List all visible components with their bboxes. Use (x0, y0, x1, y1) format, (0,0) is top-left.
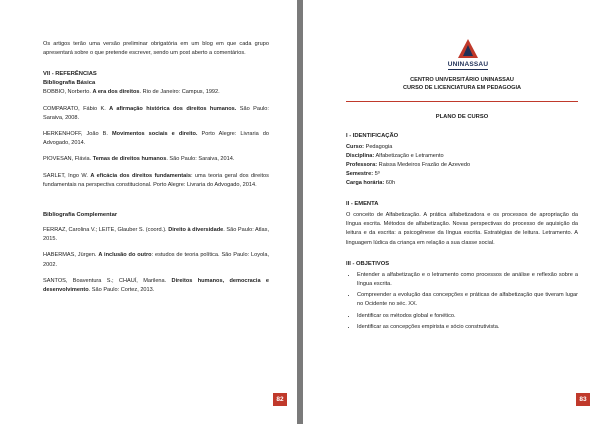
reference-author: BOBBIO, Norberto. (43, 89, 93, 96)
objective-item: • Identificar as concepções empirista e sócio construtivista. (357, 323, 578, 332)
basic-bibliography-heading: Bibliografia Básica (43, 80, 96, 87)
reference-entry (43, 88, 269, 97)
reference-entry (43, 226, 269, 244)
identification-field (346, 170, 578, 179)
identification-field (346, 152, 578, 161)
ementa-text: O conceito de Alfabetização. A prática alfabetizadora e os processos de apropriação da língua escrita. Métodos de alfabetização. Novas perspectivas do processo de aquisição da leitura e da escrita: a psicogênese da língua escrita. Estratégias de leitura. Letramento. A linguagem lúdica da criança em relação a sua classe social. (346, 212, 578, 246)
field-label: Semestre: (346, 171, 374, 177)
reference-author: HERKENHOFF, João B. (43, 131, 112, 138)
reference-entry (43, 277, 269, 295)
ementa-heading: II - EMENTA (346, 201, 379, 207)
reference-entry (43, 251, 269, 269)
field-value: Pedagogia (364, 144, 393, 150)
page-number-left: 82 (273, 393, 287, 406)
logo-text: UNINASSAU (447, 61, 489, 68)
reference-title: A eficácia dos direitos fundamentais (90, 172, 191, 179)
reference-publication: São Paulo: Saraiva, 2008. (43, 105, 269, 121)
reference-title: A inclusão do outro (98, 252, 152, 259)
reference-entry (43, 130, 269, 148)
reference-publication: . Rio de Janeiro: Campus, 1992. (139, 89, 220, 96)
reference-author: HABERMAS, Jürgen. (43, 252, 99, 259)
field-value: Alfabetização e Letramento (374, 153, 444, 159)
complementary-bibliography-list (43, 226, 269, 295)
objectives-list (346, 271, 578, 332)
reference-author: COMPARATO, Fábio K. (43, 105, 110, 112)
uninassau-logo (442, 38, 494, 70)
reference-publication: : uma teoria geral dos direitos fundamentais na perspectiva constitucional. Porto Alegre: Livraria do Advogado, 2014. (43, 172, 269, 188)
field-label: Professora: (346, 162, 378, 168)
reference-author: FERRAZ, Carolina V.; LEITE, Glauber S. (coord.). (43, 227, 169, 234)
intro-paragraph: Os artigos terão uma versão preliminar obrigatória em um blog em que cada grupo apresentará sobre o que pretende escrever, sendo um post aberto a comentários. (43, 41, 269, 57)
reference-publication: Porto Alegre: Livraria do Advogado, 2014. (43, 131, 269, 147)
identification-heading: I - IDENTIFICAÇÃO (346, 133, 399, 139)
reference-title: Temas de direitos humanos (92, 156, 167, 163)
right-page (303, 0, 600, 424)
reference-title: A afirmação histórica dos direitos humanos. (109, 105, 237, 112)
reference-title: Direito à diversidade (168, 227, 224, 234)
objectives-heading: III - OBJETIVOS (346, 260, 390, 267)
reference-entry (43, 155, 269, 164)
field-label: Carga horária: (346, 180, 385, 186)
reference-author: PIOVESAN, Flávia. (43, 156, 93, 163)
reference-publication: : estudos de teoria política. São Paulo: Loyola, 2002. (43, 252, 270, 268)
reference-entry (43, 105, 269, 123)
plan-title: PLANO DE CURSO (435, 114, 489, 120)
logo-mark-icon (456, 38, 480, 60)
field-label: Curso: (346, 144, 365, 150)
identification-field (346, 179, 578, 188)
reference-author: SARLET, Ingo W. (43, 172, 91, 179)
reference-entry (43, 172, 269, 190)
references-heading: VII - REFERÊNCIAS (43, 71, 97, 78)
basic-bibliography-list (43, 88, 269, 190)
objective-item: • Identificar os métodos global e fonético. (357, 312, 578, 321)
left-page (0, 0, 297, 424)
identification-field (346, 161, 578, 170)
reference-title: A era dos direitos (92, 89, 140, 96)
institution-header (346, 76, 578, 92)
institution-name: CENTRO UNIVERSITÁRIO UNINASSAU (410, 77, 514, 83)
reference-title: Direitos humanos, democracia e desenvolvimento (43, 277, 269, 294)
objective-item: • Compreender a evolução das concepções e práticas de alfabetização que tiveram lugar no Ocidente no séc. XX. (357, 291, 578, 309)
identification-fields (346, 143, 578, 188)
identification-field (346, 143, 578, 152)
reference-publication: . São Paulo: Saraiva, 2014. (166, 156, 235, 163)
objective-item: • Entender a alfabetização e o letramento como processos de análise e reflexão sobre a língua escrita. (357, 271, 578, 289)
reference-author: SANTOS, Boaventura S.; CHAUÍ, Marilena. (43, 277, 172, 284)
header-divider (346, 101, 578, 102)
field-label: Disciplina: (346, 153, 375, 159)
field-value: 5º (373, 171, 380, 177)
reference-publication: . São Paulo: Atlas, 2015. (43, 227, 270, 243)
complementary-bibliography-heading: Bibliografia Complementar (43, 212, 118, 219)
field-value: 60h (384, 180, 396, 186)
reference-publication: . São Paulo: Cortez, 2013. (88, 287, 155, 294)
field-value: Raissa Medeiros Frazão de Azevedo (377, 162, 471, 168)
course-name: CURSO DE LICENCIATURA EM PEDAGOGIA (402, 85, 522, 91)
page-number-right: 83 (576, 393, 590, 406)
reference-title: Movimentos sociais e direito. (112, 131, 198, 138)
